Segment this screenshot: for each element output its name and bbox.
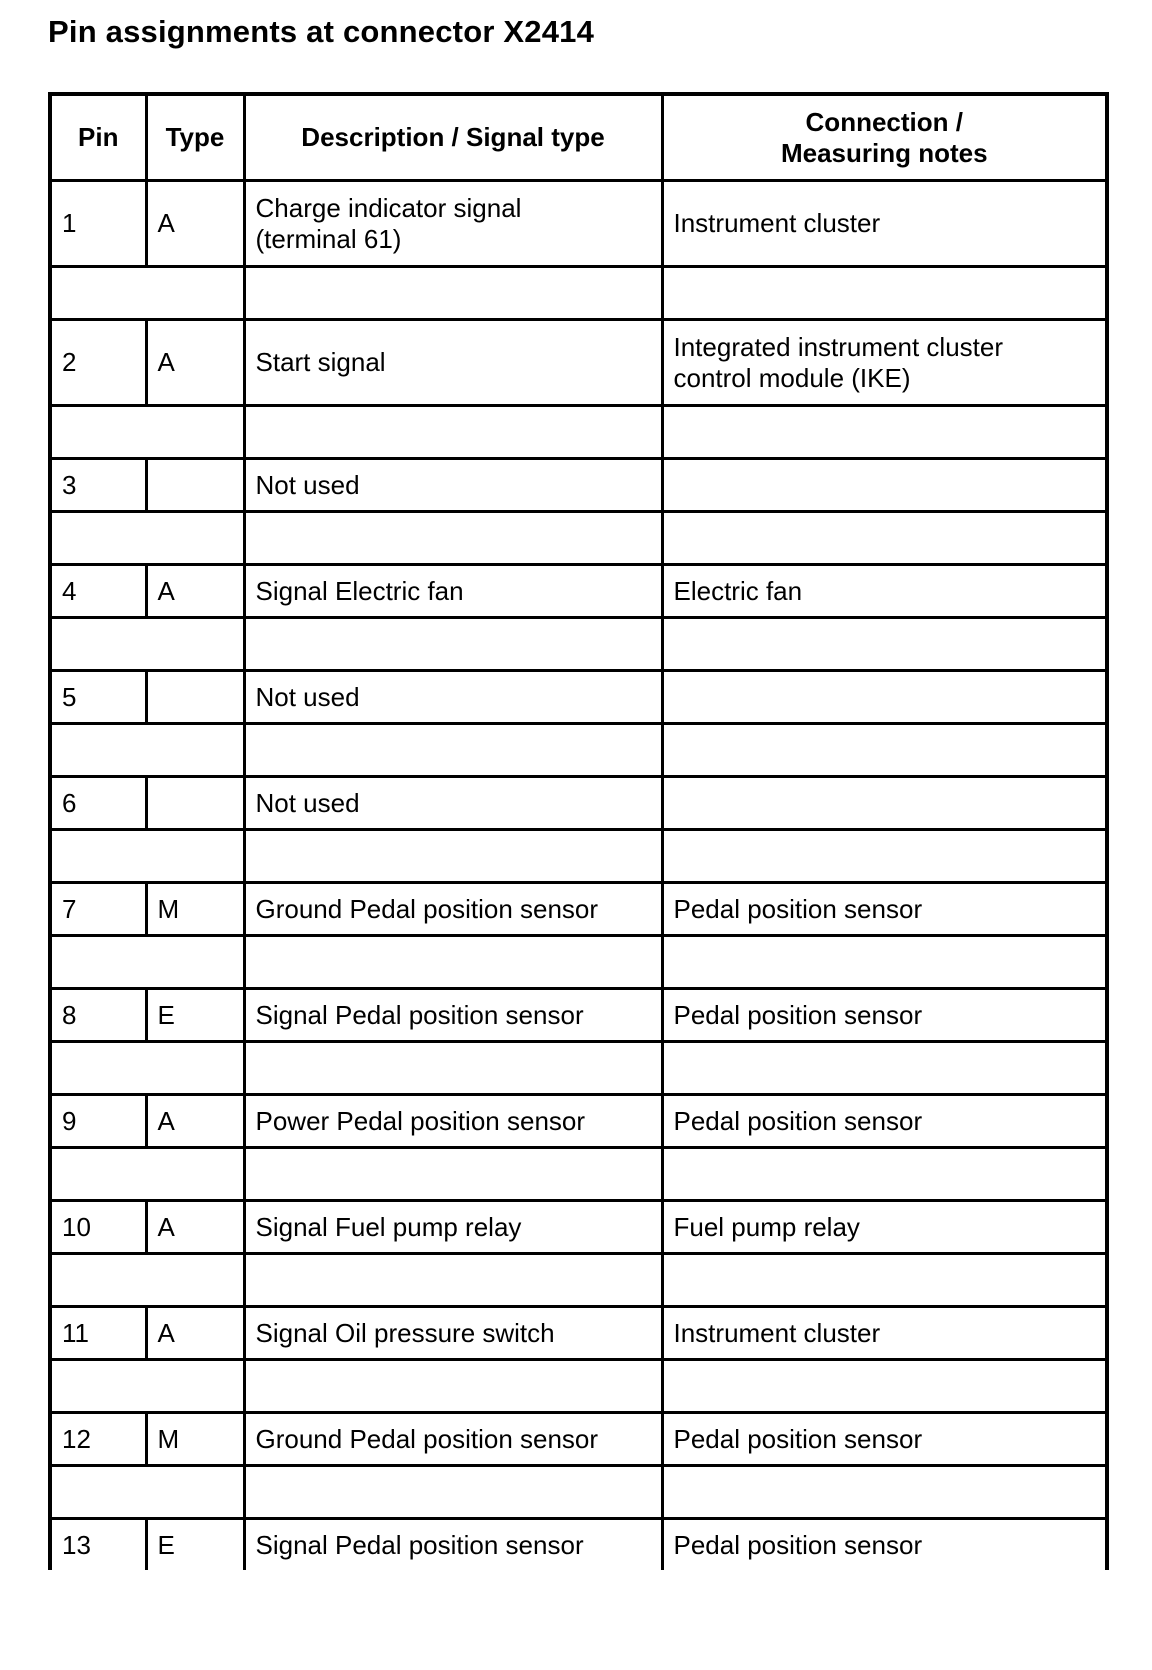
connection-cell — [662, 883, 1107, 936]
spacer-row — [50, 1254, 1107, 1307]
spacer-cell — [662, 618, 1107, 671]
type-cell — [146, 1413, 244, 1466]
pin-cell — [50, 1095, 146, 1148]
spacer-cell — [244, 1042, 662, 1095]
pin-cell — [50, 181, 146, 267]
description-cell — [244, 320, 662, 406]
pin-number: 11 — [62, 1317, 89, 1348]
spacer-row — [50, 1360, 1107, 1413]
pin-cell — [50, 1307, 146, 1360]
connection-text: Pedal position sensor — [673, 893, 923, 924]
spacer-cell — [662, 830, 1107, 883]
type-code: M — [157, 893, 180, 924]
spacer-row — [50, 830, 1107, 883]
pin-cell — [50, 459, 146, 512]
pin-number: 10 — [62, 1211, 91, 1242]
table-row — [50, 883, 1107, 936]
spacer-cell — [244, 936, 662, 989]
header-connection-line1: Connection / — [805, 106, 963, 137]
spacer-row — [50, 512, 1107, 565]
spacer-cell — [244, 724, 662, 777]
header-connection — [662, 94, 1107, 181]
header-pin: Pin — [50, 94, 146, 181]
description-text: Signal Oil pressure switch — [255, 1317, 555, 1348]
spacer-cell — [50, 267, 244, 320]
pin-cell — [50, 320, 146, 406]
description-text: Power Pedal position sensor — [255, 1105, 586, 1136]
spacer-cell — [244, 1466, 662, 1519]
pin-number: 8 — [62, 999, 77, 1030]
connection-text: Fuel pump relay — [673, 1211, 860, 1242]
spacer-cell — [50, 1148, 244, 1201]
spacer-cell — [244, 1148, 662, 1201]
pin-number: 3 — [62, 469, 77, 500]
spacer-cell — [50, 830, 244, 883]
pin-cell — [50, 777, 146, 830]
description-cell — [244, 989, 662, 1042]
header-description: Description / Signal type — [244, 94, 662, 181]
spacer-row — [50, 267, 1107, 320]
spacer-cell — [50, 618, 244, 671]
connection-text: Instrument cluster — [673, 208, 881, 238]
spacer-cell — [244, 1360, 662, 1413]
type-code: A — [157, 208, 175, 238]
table-row — [50, 320, 1107, 406]
pin-number: 1 — [62, 208, 77, 238]
pin-cell — [50, 989, 146, 1042]
connection-cell — [662, 1307, 1107, 1360]
spacer-cell — [662, 406, 1107, 459]
description-text: Not used — [255, 681, 360, 712]
description-text: Signal Pedal position sensor — [255, 999, 584, 1030]
pin-cell — [50, 1413, 146, 1466]
spacer-cell — [244, 406, 662, 459]
spacer-cell — [50, 724, 244, 777]
connection-cell — [662, 320, 1107, 406]
pin-number: 4 — [62, 575, 77, 606]
pin-number: 5 — [62, 681, 77, 712]
type-code: A — [157, 575, 175, 606]
description-cell — [244, 1413, 662, 1466]
description-text: Signal Fuel pump relay — [255, 1211, 522, 1242]
spacer-cell — [244, 1254, 662, 1307]
connection-text: Electric fan — [673, 575, 803, 606]
spacer-cell — [662, 1254, 1107, 1307]
pin-assignment-table — [48, 92, 1109, 1570]
description-text: Not used — [255, 787, 360, 818]
description-cell — [244, 181, 662, 267]
connection-text: Pedal position sensor — [673, 999, 923, 1030]
type-code: M — [157, 1423, 180, 1454]
description-cell — [244, 777, 662, 830]
spacer-cell — [244, 267, 662, 320]
spacer-cell — [244, 512, 662, 565]
type-code: E — [157, 1529, 175, 1560]
spacer-row — [50, 936, 1107, 989]
spacer-row — [50, 1148, 1107, 1201]
type-cell — [146, 777, 244, 830]
type-cell — [146, 1307, 244, 1360]
pin-number: 12 — [62, 1423, 91, 1454]
type-cell — [146, 459, 244, 512]
header-connection-line2: Measuring notes — [780, 137, 988, 168]
spacer-row — [50, 1466, 1107, 1519]
pin-number: 9 — [62, 1105, 77, 1136]
spacer-cell — [50, 936, 244, 989]
spacer-cell — [662, 1042, 1107, 1095]
spacer-row — [50, 406, 1107, 459]
spacer-cell — [50, 1254, 244, 1307]
table-header-row — [50, 94, 1107, 181]
type-cell — [146, 671, 244, 724]
table-row — [50, 565, 1107, 618]
description-cell — [244, 1307, 662, 1360]
connection-cell — [662, 989, 1107, 1042]
type-cell — [146, 181, 244, 267]
description-text: Signal Pedal position sensor — [255, 1529, 584, 1560]
connection-cell — [662, 1095, 1107, 1148]
pin-number: 13 — [62, 1529, 91, 1560]
connection-text-line2: control module (IKE) — [673, 362, 911, 393]
description-text: Start signal — [255, 347, 386, 377]
description-text: Ground Pedal position sensor — [255, 893, 599, 924]
type-cell — [146, 1095, 244, 1148]
description-text: Charge indicator signal — [255, 192, 522, 223]
spacer-row — [50, 618, 1107, 671]
spacer-cell — [50, 1360, 244, 1413]
spacer-cell — [244, 830, 662, 883]
spacer-cell — [662, 1360, 1107, 1413]
table-row — [50, 1413, 1107, 1466]
connection-text: Instrument cluster — [673, 1317, 881, 1348]
connection-text: Pedal position sensor — [673, 1529, 923, 1560]
description-cell — [244, 459, 662, 512]
pin-number: 2 — [62, 347, 77, 377]
type-cell — [146, 883, 244, 936]
description-cell — [244, 565, 662, 618]
table-row — [50, 1201, 1107, 1254]
pin-cell — [50, 1519, 146, 1571]
description-text-line2: (terminal 61) — [255, 223, 402, 254]
description-cell — [244, 883, 662, 936]
spacer-cell — [244, 618, 662, 671]
table-row — [50, 1307, 1107, 1360]
description-cell — [244, 671, 662, 724]
type-cell — [146, 1519, 244, 1571]
description-text: Signal Electric fan — [255, 575, 464, 606]
type-cell — [146, 320, 244, 406]
connection-cell — [662, 1413, 1107, 1466]
connection-cell — [662, 1519, 1107, 1571]
spacer-cell — [662, 1148, 1107, 1201]
type-cell — [146, 565, 244, 618]
spacer-cell — [662, 1466, 1107, 1519]
header-type: Type — [146, 94, 244, 181]
table-row — [50, 459, 1107, 512]
description-cell — [244, 1519, 662, 1571]
table-row — [50, 777, 1107, 830]
pin-cell — [50, 883, 146, 936]
spacer-cell — [662, 267, 1107, 320]
type-code: A — [157, 347, 175, 377]
table-row — [50, 671, 1107, 724]
description-text: Ground Pedal position sensor — [255, 1423, 599, 1454]
type-cell — [146, 1201, 244, 1254]
spacer-cell — [50, 1466, 244, 1519]
page-title: Pin assignments at connector X2414 — [48, 14, 595, 49]
spacer-row — [50, 1042, 1107, 1095]
pin-cell — [50, 1201, 146, 1254]
pin-number: 6 — [62, 787, 77, 818]
connection-cell — [662, 671, 1107, 724]
description-cell — [244, 1095, 662, 1148]
description-text: Not used — [255, 469, 360, 500]
spacer-cell — [50, 1042, 244, 1095]
type-code: A — [157, 1317, 175, 1348]
type-code: A — [157, 1105, 175, 1136]
spacer-cell — [50, 512, 244, 565]
connection-text: Pedal position sensor — [673, 1105, 923, 1136]
table-body — [50, 181, 1107, 1571]
connection-cell — [662, 459, 1107, 512]
table-row — [50, 1519, 1107, 1571]
connection-text: Pedal position sensor — [673, 1423, 923, 1454]
pin-cell — [50, 565, 146, 618]
pin-cell — [50, 671, 146, 724]
connection-cell — [662, 1201, 1107, 1254]
connection-cell — [662, 181, 1107, 267]
spacer-cell — [662, 512, 1107, 565]
connection-text: Integrated instrument cluster — [673, 331, 1003, 362]
spacer-cell — [662, 724, 1107, 777]
table-row — [50, 181, 1107, 267]
spacer-cell — [662, 936, 1107, 989]
description-cell — [244, 1201, 662, 1254]
spacer-cell — [50, 406, 244, 459]
type-cell — [146, 989, 244, 1042]
type-code: A — [157, 1211, 175, 1242]
connection-cell — [662, 565, 1107, 618]
connection-cell — [662, 777, 1107, 830]
table-row — [50, 1095, 1107, 1148]
pin-number: 7 — [62, 893, 77, 924]
type-code: E — [157, 999, 175, 1030]
table-row — [50, 989, 1107, 1042]
spacer-row — [50, 724, 1107, 777]
